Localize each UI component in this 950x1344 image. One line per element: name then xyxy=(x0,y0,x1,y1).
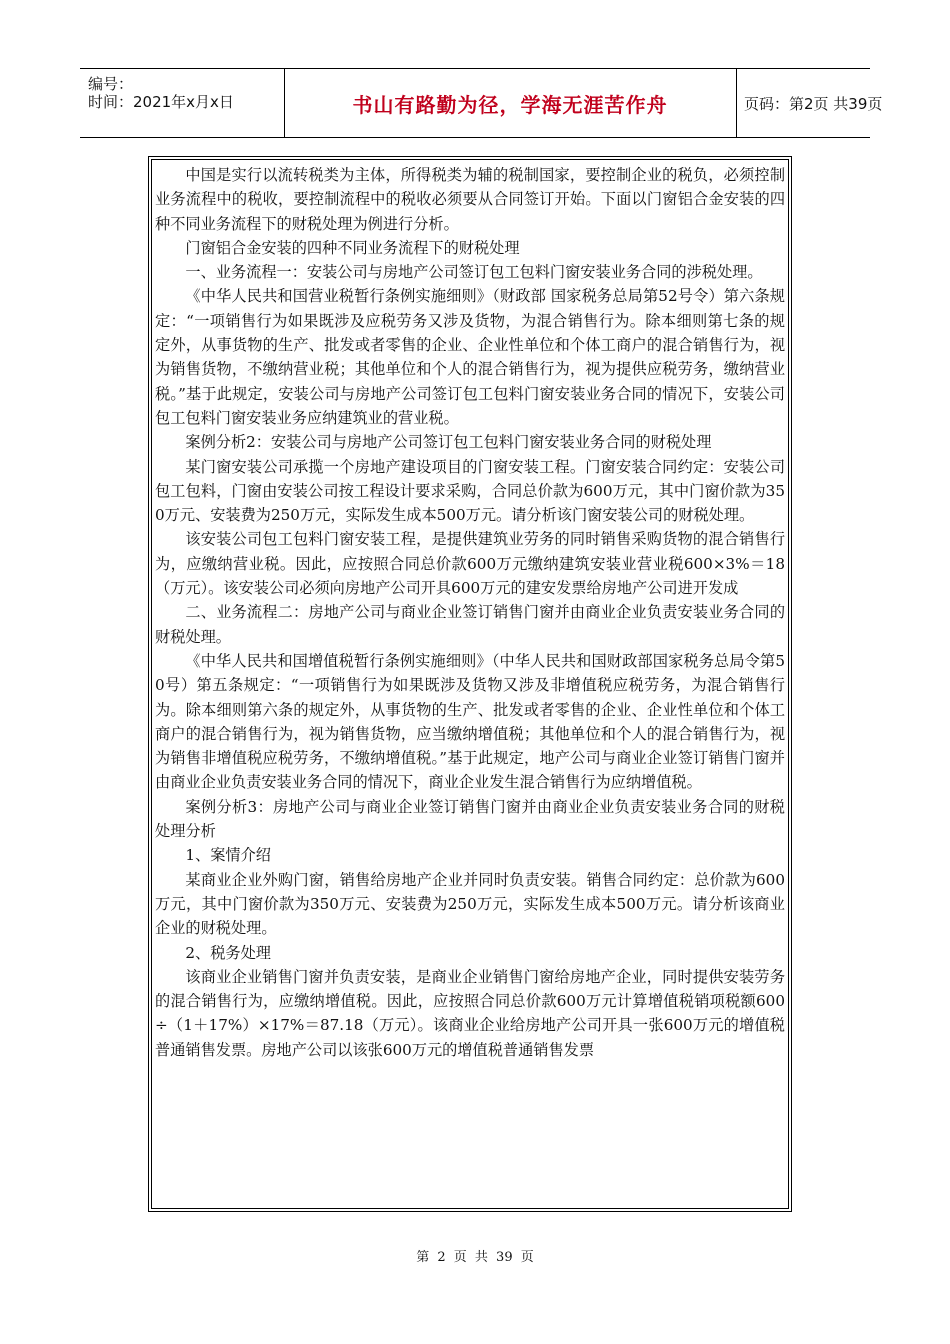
paragraph-case-intro-heading: 1、案情介绍 xyxy=(185,846,271,865)
paragraph-process-one: 一、业务流程一：安装公司与房地产公司签订包工包料门窗安装业务合同的涉税处理。 xyxy=(185,263,763,282)
header-page-cell xyxy=(736,69,883,137)
paragraph-title: 门窗铝合金安装的四种不同业务流程下的财税处理 xyxy=(185,238,520,257)
paragraph-case-3-title: 案例分析3：房地产公司与商业企业签订销售门窗并由商业企业负责安装业务合同的财税处理分析 xyxy=(155,797,785,841)
paragraph-vat-rule: 《中华人民共和国增值税暂行条例实施细则》（中华人民共和国财政部国家税务总局令第50号）第五条规定：“一项销售行为如果既涉及货物又涉及非增值税应税劳务，为混合销售行为。除本细则第六条的规定外，从事货物的生产、批发或者零售的企业、企业性单位和个体工商户的混合销售行为，视为销售货物，应当缴纳增值税；其他单位和个人的混合销售行为，视为销售非增值税应税劳务，不缴纳增值税。”基于此规定，地产公司与商业企业签订销售门窗并由商业企业负责安装业务合同的情况下，商业企业发生混合销售行为应纳增值税。 xyxy=(155,651,785,792)
paragraph-case-2-analysis: 该安装公司包工包料门窗安装工程，是提供建筑业劳务的同时销售采购货物的混合销售行为，应缴纳营业税。因此，应按照合同总价款600万元缴纳建筑安装业营业税600×3%＝18（万元）。该安装公司必须向房地产公司开具600万元的建安发票给房地产公司进开发成 xyxy=(155,530,785,598)
document-date-label: 时间：2021年x月x日 xyxy=(88,93,234,111)
paragraph-tax-treatment-heading: 2、税务处理 xyxy=(185,943,271,962)
content-frame xyxy=(148,156,792,1212)
content-body xyxy=(151,159,789,1209)
paragraph-process-two: 二、业务流程二：房地产公司与商业企业签订销售门窗并由商业企业负责安装业务合同的财税处理。 xyxy=(155,603,785,646)
paragraph-case-3-analysis: 该商业企业销售门窗并负责安装，是商业企业销售门窗给房地产企业，同时提供安装劳务的混合销售行为，应缴纳增值税。因此，应按照合同总价款600万元计算增值税销项税额600÷（1＋17%）×17%＝87.18（万元）。该商业企业给房地产公司开具一张600万元的增值税普通销售发票。房地产公司以该张600万元的增值税普通销售发票 xyxy=(155,967,785,1059)
page-footer: 第 2 页 共 39 页 xyxy=(416,1250,534,1265)
document-number-label: 编号： xyxy=(88,75,134,93)
paragraph-case-2-facts: 某门窗安装公司承揽一个房地产建设项目的门窗安装工程。门窗安装合同约定：安装公司包工包料，门窗由安装公司按工程设计要求采购，合同总价款为600万元，其中门窗价款为350万元、安装费为250万元，实际发生成本500万元。请分析该门窗安装公司的财税处理。 xyxy=(155,457,785,525)
header-meta-cell xyxy=(80,69,285,137)
header-motto: 书山有路勤为径，学海无涯苦作舟 xyxy=(352,92,668,117)
paragraph-business-tax-rule: 《中华人民共和国营业税暂行条例实施细则》（财政部 国家税务总局第52号令）第六条规定：“一项销售行为如果既涉及应税劳务又涉及货物，为混合销售行为。除本细则第七条的规定外，从事货物的生产、批发或者零售的企业、企业性单位和个体工商户的混合销售行为，视为销售货物，不缴纳营业税；其他单位和个人的混合销售行为，视为提供应税劳务，缴纳营业税。”基于此规定，安装公司与房地产公司签订包工包料门窗安装业务合同的情况下，安装公司包工包料门窗安装业务应纳建筑业的营业税。 xyxy=(155,287,785,427)
header-page-number: 页码：第2页 共39页 xyxy=(744,94,883,113)
paragraph-case-2-title: 案例分析2：安装公司与房地产公司签订包工包料门窗安装业务合同的财税处理 xyxy=(185,433,712,452)
paragraph-case-3-facts: 某商业企业外购门窗，销售给房地产企业并同时负责安装。销售合同约定：总价款为600万元，其中门窗价款为350万元、安装费为250万元，实际发生成本500万元。请分析该商业企业的财税处理。 xyxy=(155,870,785,938)
paragraph-intro: 中国是实行以流转税类为主体，所得税类为辅的税制国家，要控制企业的税负，必须控制业务流程中的税收，要控制流程中的税收必须要从合同签订开始。下面以门窗铝合金安装的四种不同业务流程下的财税处理为例进行分析。 xyxy=(155,166,785,233)
header-motto-cell xyxy=(284,69,737,137)
document-header xyxy=(80,68,883,138)
